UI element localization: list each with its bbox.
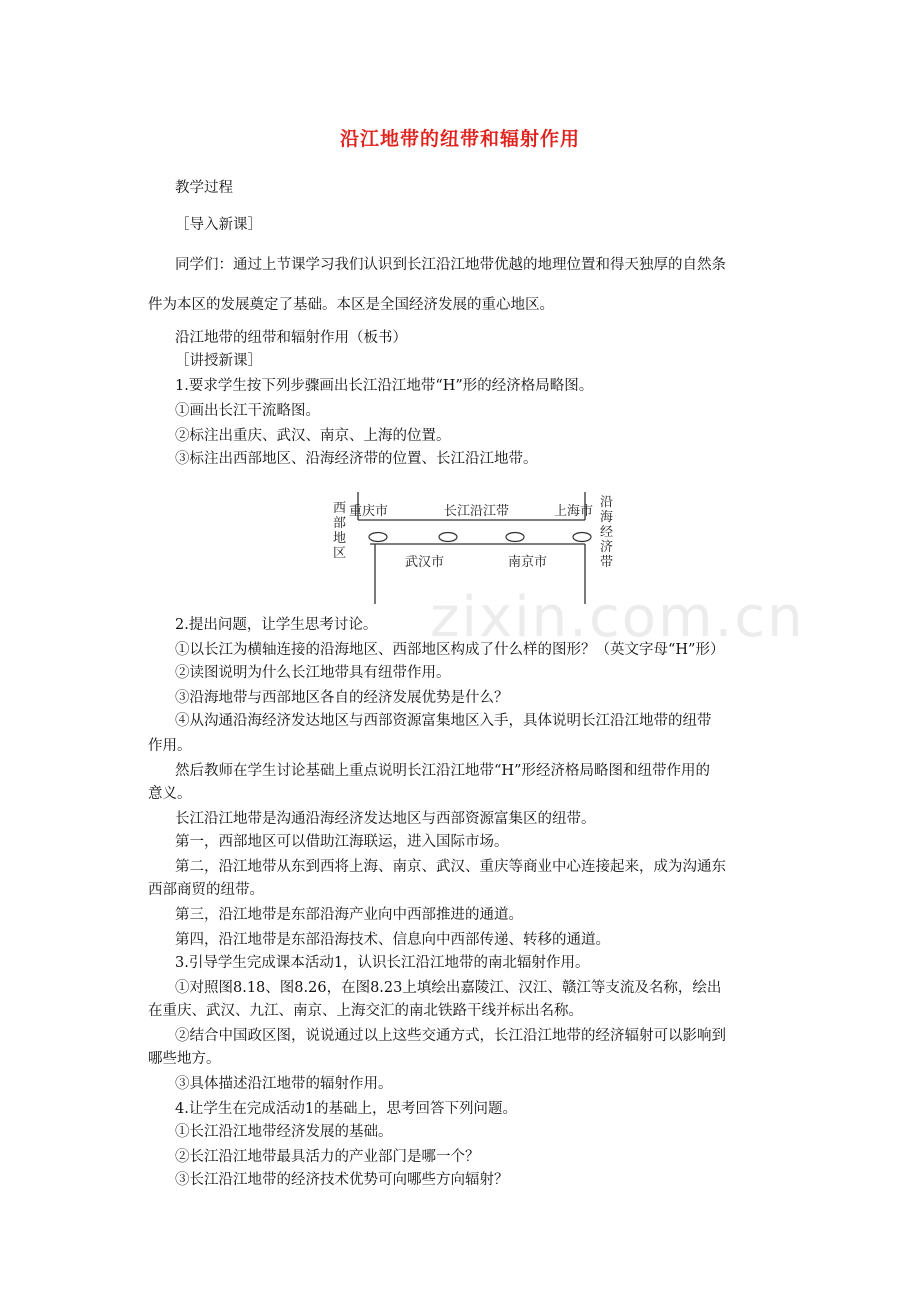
watermark: zixin.com.cn (430, 585, 805, 650)
text-line: ④从沟通沿海经济发达地区与西部资源富集地区入手，具体说明长江沿江地带的纽带 (175, 713, 712, 729)
nanjing-label: 南京市 (508, 555, 548, 570)
wuhan-city-marker (439, 533, 457, 542)
belt-label: 长江沿江带 (444, 504, 510, 519)
text-line: ①以长江为横轴连接的沿海地区、西部地区构成了什么样的图形？（英文字母“H”形） (175, 642, 725, 658)
text-line: ②长江沿江地带最具活力的产业部门是哪一个？ (175, 1149, 480, 1165)
nanjing-city-marker (506, 533, 524, 542)
text-line: ③长江沿江地带的经济技术优势可向哪些方向辐射？ (175, 1172, 509, 1188)
shanghai-label: 上海市 (554, 504, 594, 519)
text-line: 哪些地方。 (148, 1051, 221, 1067)
chongqing-city-marker (369, 533, 387, 542)
text-line: ②标注出重庆、武汉、南京、上海的位置。 (175, 428, 451, 444)
shanghai-city-marker (573, 533, 591, 542)
west-region-label: 西部地区 (333, 501, 347, 561)
document-title: 沿江地带的纽带和辐射作用 (339, 128, 580, 150)
text-line: 1.要求学生按下列步骤画出长江沿江地带“H”形的经济格局略图。 (175, 378, 594, 394)
text-line: 件为本区的发展奠定了基础。本区是全国经济发展的重心地区。 (148, 297, 554, 313)
text-line: ②结合中国政区图，说说通过以上这些交通方式，长江沿江地带的经济辐射可以影响到 (175, 1028, 726, 1044)
text-line: ［导入新课］ (175, 217, 262, 233)
text-line: 然后教师在学生讨论基础上重点说明长江沿江地带“H”形经济格局略图和纽带作用的 (175, 763, 710, 779)
coast-belt-label: 沿海经济带 (600, 495, 614, 570)
text-line: 同学们：通过上节课学习我们认识到长江沿江地带优越的地理位置和得天独厚的自然条 (175, 257, 726, 273)
text-line: 3.引导学生完成课本活动1，认识长江沿江地带的南北辐射作用。 (175, 955, 590, 971)
text-line: 教学过程 (175, 180, 233, 196)
text-line: ［讲授新课］ (175, 353, 262, 369)
text-line: 西部商贸的纽带。 (148, 882, 264, 898)
text-line: 沿江地带的纽带和辐射作用（板书） (175, 330, 407, 346)
text-line: ②读图说明为什么长江地带具有纽带作用。 (175, 665, 451, 681)
text-line: 第四，沿江地带是东部沿海技术、信息向中西部传递、转移的通道。 (175, 932, 610, 948)
text-line: 意义。 (148, 786, 192, 802)
text-line: 长江沿江地带是沟通沿海经济发达地区与西部资源富集区的纽带。 (175, 811, 596, 827)
text-line: 2.提出问题，让学生思考讨论。 (175, 617, 378, 633)
text-line: 4.让学生在完成活动1的基础上，思考回答下列问题。 (175, 1101, 518, 1117)
text-line: ③具体描述沿江地带的辐射作用。 (175, 1076, 393, 1092)
text-line: 第二，沿江地带从东到西将上海、南京、武汉、重庆等商业中心连接起来，成为沟通东 (175, 859, 726, 875)
text-line: 第一，西部地区可以借助江海联运，进入国际市场。 (175, 834, 509, 850)
text-line: 在重庆、武汉、九江、南京、上海交汇的南北铁路干线并标出名称。 (148, 1003, 583, 1019)
wuhan-label: 武汉市 (405, 555, 445, 570)
text-line: ①画出长江干流略图。 (175, 403, 320, 419)
text-line: 作用。 (148, 738, 192, 754)
text-line: ①对照图8.18、图8.26，在图8.23上填绘出嘉陵江、汉江、赣江等支流及名称，绘出 (175, 980, 722, 996)
text-line: 第三，沿江地带是东部沿海产业向中西部推进的通道。 (175, 907, 523, 923)
text-line: ③标注出西部地区、沿海经济带的位置、长江沿江地带。 (175, 451, 538, 467)
text-line: ③沿海地带与西部地区各自的经济发展优势是什么？ (175, 690, 509, 706)
text-line: ①长江沿江地带经济发展的基础。 (175, 1124, 393, 1140)
chongqing-label: 重庆市 (349, 504, 389, 519)
